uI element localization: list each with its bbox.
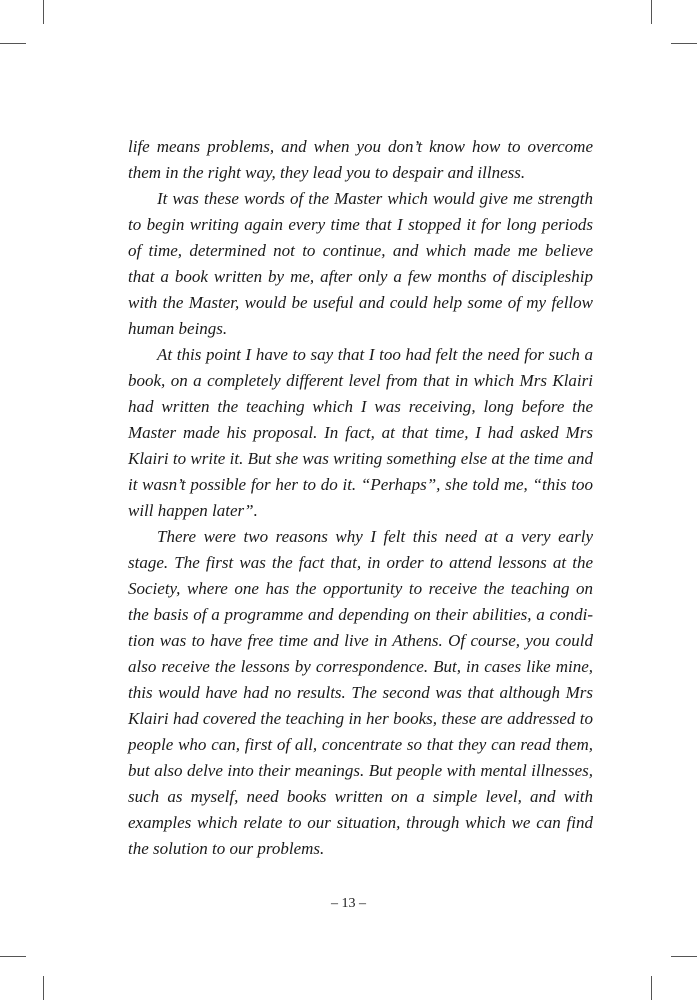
crop-mark-bottom-right-vertical — [651, 976, 652, 1000]
crop-mark-bottom-left-horizontal — [0, 956, 26, 957]
paragraph-need-for-book: At this point I have to say that I too had felt the need for such a book, on a completely different level from that in which Mrs Klairi had written the teaching which I was receiving, long before the Master made his proposal. In fact, at that time, I had asked Mrs Klairi to write it. But she was writing something else at the time and it wasn’t possible for her to do it. “Perhaps”, she told me, “this too will happen later”. — [128, 345, 593, 520]
body-text — [128, 134, 593, 862]
crop-mark-bottom-right-horizontal — [671, 956, 697, 957]
page-number: – 13 – — [331, 896, 366, 911]
paragraph-two-reasons: There were two reasons why I felt this need at a very early stage. The first was the fact that, in order to attend lessons at the Society, where one has the opportunity to receive the teaching on the basis of a programme and depending on their abilities, a condition was to have free time and live in Athens. Of course, you could also receive the lessons by correspondence. But, in cases like mine, this would have had no results. The second was that although Mrs Klairi had covered the teaching in her books, these are addressed to people who can, first of all, concentrate so that they can read them, but also delve into their meanings. But people with mental illnesses, such as myself, need books written on a simple level, and with examples which relate to our situation, through which we can find the solution to our problems. — [128, 527, 593, 858]
crop-mark-top-left-vertical — [43, 0, 44, 24]
crop-mark-top-right-vertical — [651, 0, 652, 24]
crop-mark-bottom-left-vertical — [43, 976, 44, 1000]
crop-mark-top-left-horizontal — [0, 43, 26, 44]
paragraph-master-words: It was these words of the Master which would give me strength to begin writing again every time that I stopped it for long periods of time, determined not to continue, and which made me believe that a book written by me, after only a few months of discipleship with the Master, would be useful and could help some of my fellow human beings. — [128, 189, 593, 338]
paragraph-continuation: life means problems, and when you don’t know how to overcome them in the right way, they lead you to despair and illness. — [128, 137, 593, 182]
crop-mark-top-right-horizontal — [671, 43, 697, 44]
